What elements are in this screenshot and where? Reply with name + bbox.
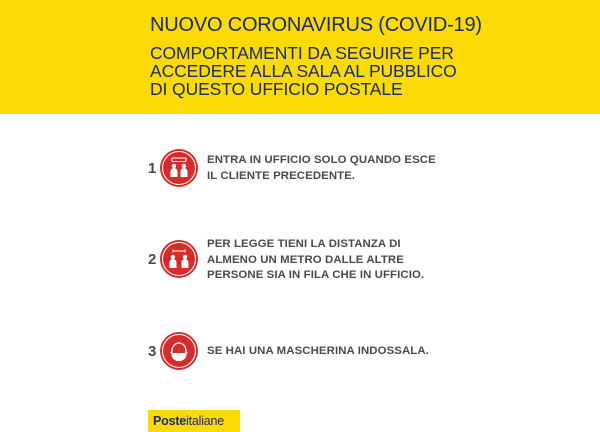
step-text-line: PER LEGGE TIENI LA DISTANZA DI	[207, 238, 401, 250]
step-text-line: ALMENO UN METRO DALLE ALTRE	[207, 253, 404, 266]
header-banner	[0, 0, 600, 114]
subtitle-line: ACCEDERE ALLA SALA AL PUBBLICO	[150, 61, 457, 81]
subtitle-line: DI QUESTO UFFICIO POSTALE	[150, 79, 403, 99]
logo-bold-text: Poste	[153, 414, 187, 428]
people-waiting-icon	[160, 149, 198, 187]
step-text-line: SE HAI UNA MASCHERINA INDOSSALA.	[207, 345, 429, 357]
subtitle-line: COMPORTAMENTI DA SEGUIRE PER	[150, 43, 454, 63]
step-number: 1	[148, 160, 157, 177]
logo-wordmark	[153, 414, 224, 428]
step-text-line: ENTRA IN UFFICIO SOLO QUANDO ESCE	[207, 154, 436, 166]
logo-regular-text: italiane	[186, 414, 225, 428]
step-text-line: IL CLIENTE PRECEDENTE.	[207, 169, 356, 182]
step-text-line: PERSONE SIA IN FILA CHE IN UFFICIO.	[207, 269, 425, 281]
face-mask-icon	[160, 332, 198, 370]
step-text	[207, 237, 424, 284]
page-title: NUOVO CORONAVIRUS (COVID-19)	[150, 14, 482, 36]
social-distance-icon	[160, 240, 198, 278]
step-number: 3	[148, 343, 157, 360]
poste-italiane-logo	[148, 410, 240, 432]
step-number: 2	[148, 251, 157, 268]
step-text	[207, 153, 436, 184]
page-subtitle	[150, 44, 457, 98]
step-text	[207, 344, 429, 360]
